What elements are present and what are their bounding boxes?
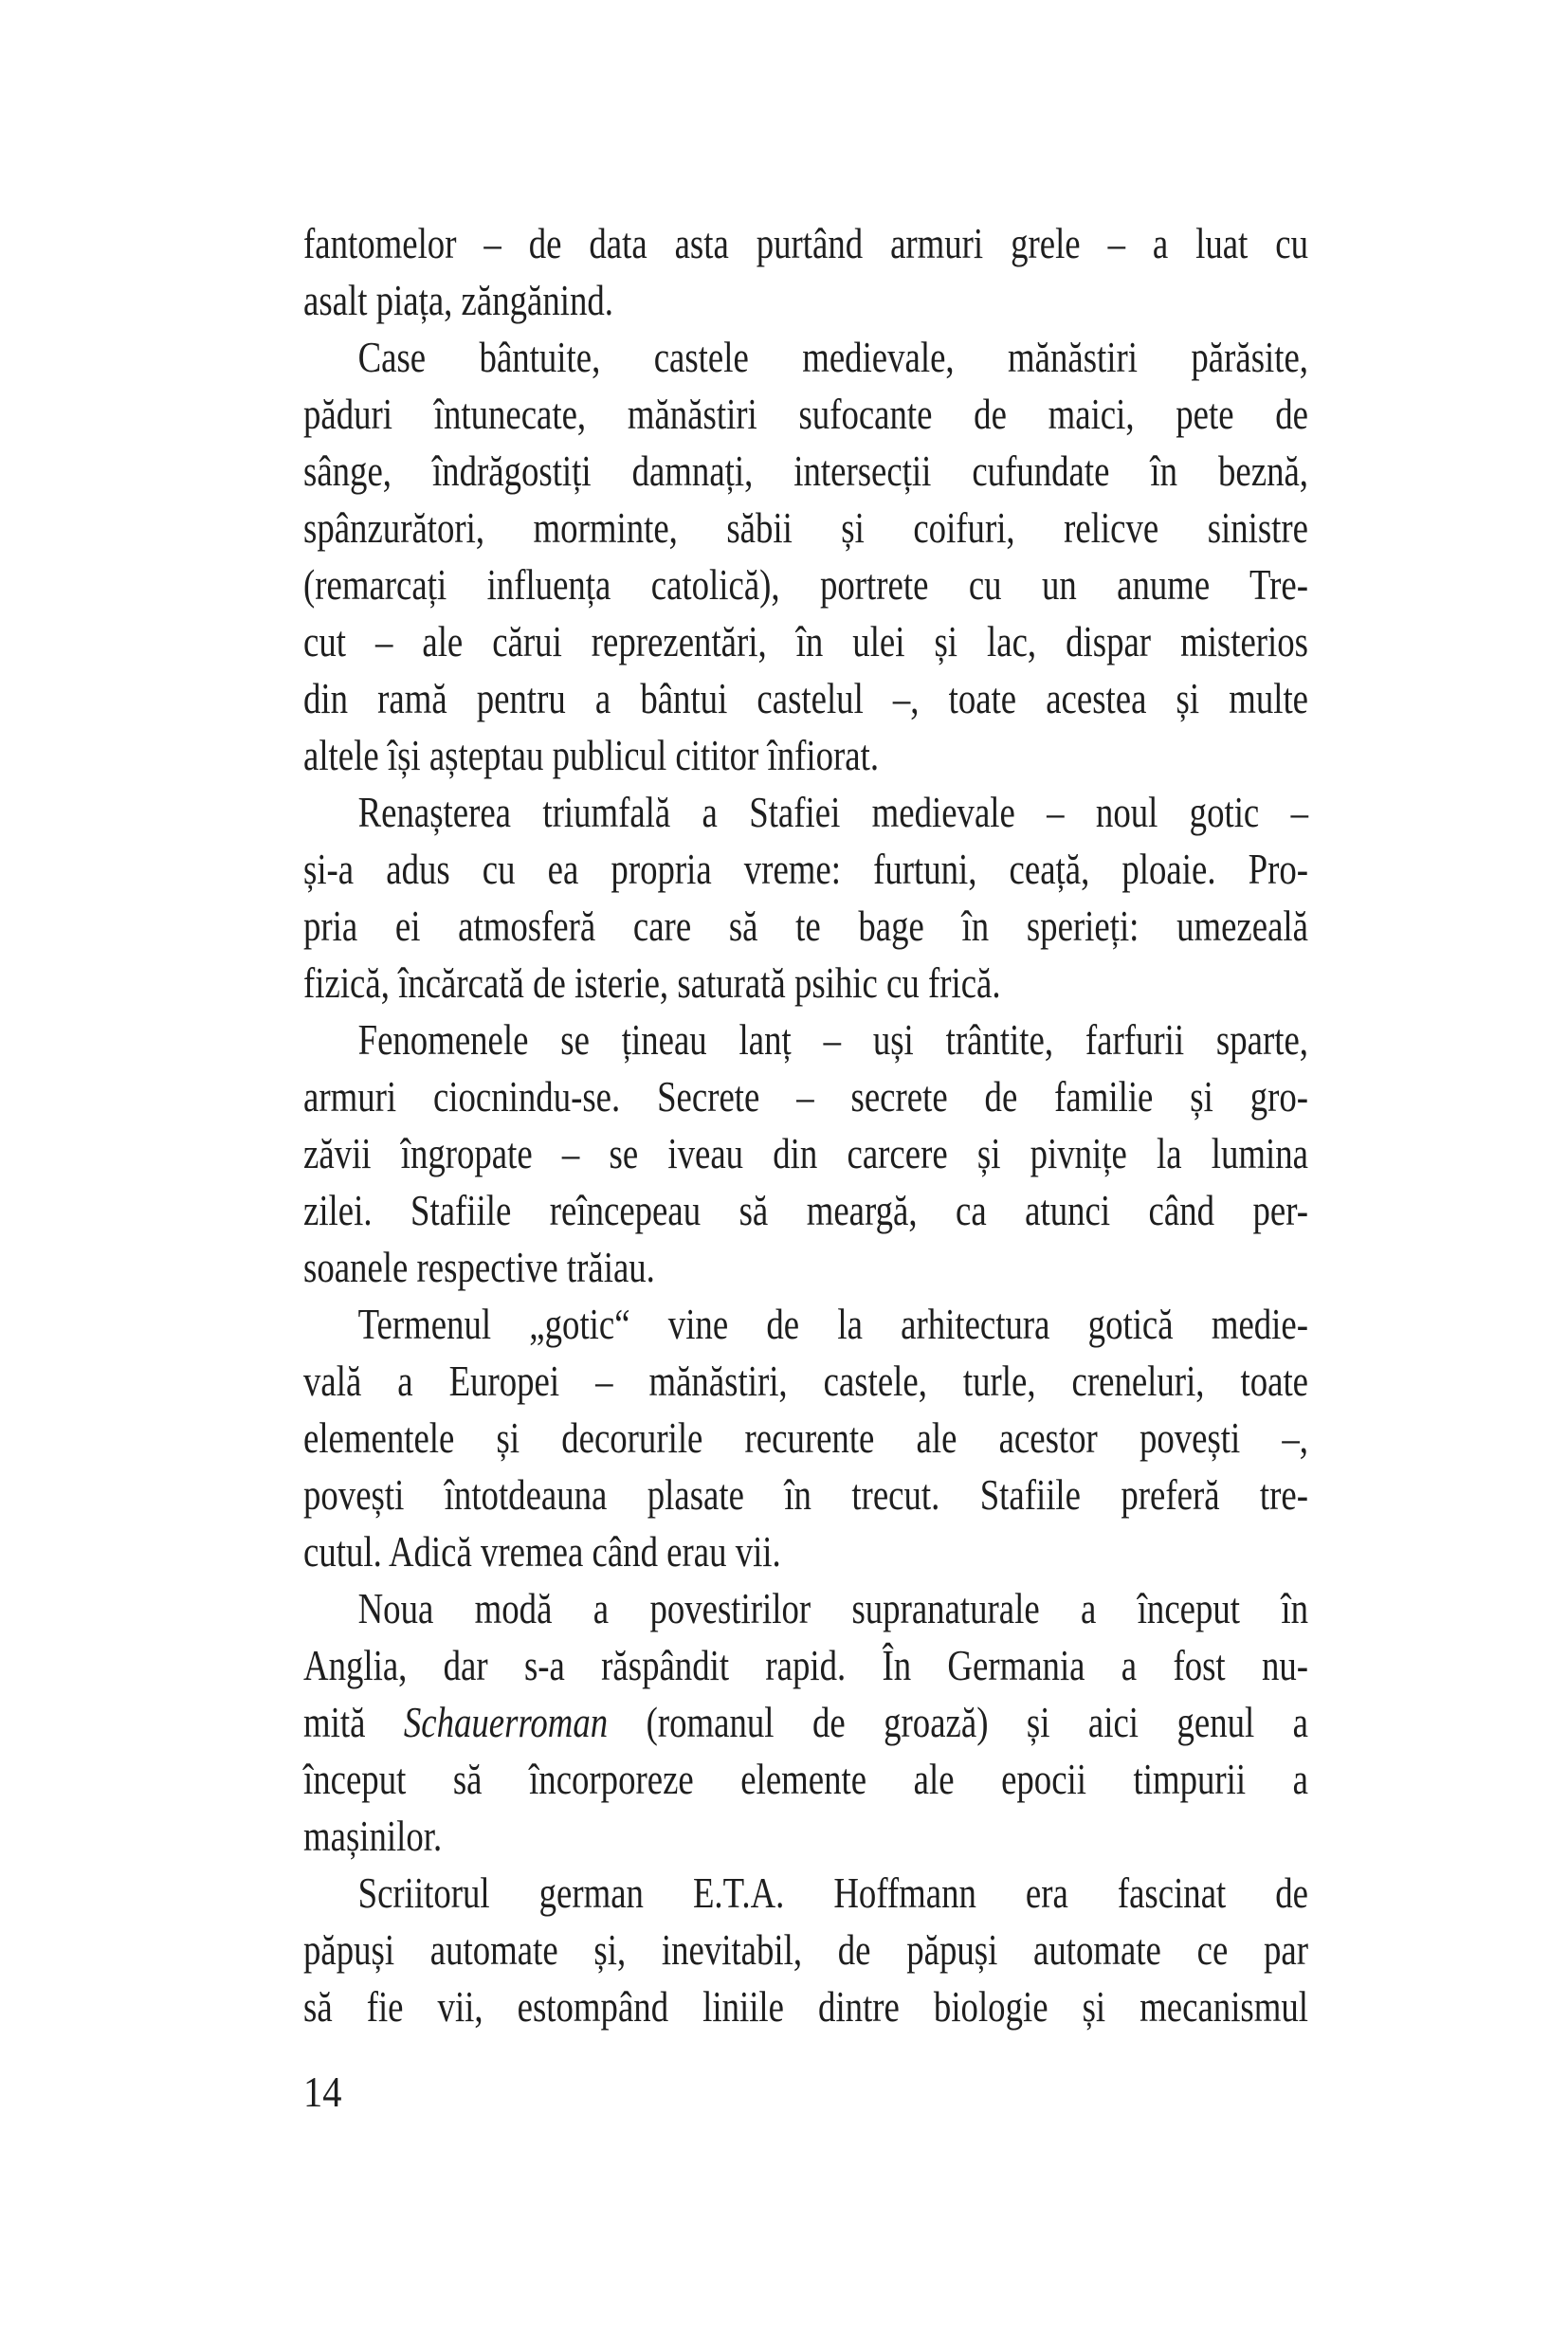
text-segment: asalt piața, zăngănind. (303, 276, 613, 324)
text-line (303, 1694, 1308, 1751)
text-line (303, 272, 1308, 329)
text-line (303, 215, 1308, 272)
text-segment: Anglia, dar s-a răspândit rapid. În Germania a fost nu- (303, 1641, 1308, 1689)
text-line (303, 727, 1308, 784)
text-line (303, 1865, 1308, 1922)
text-segment: mașinilor. (303, 1812, 443, 1860)
text-segment: soanele respective trăiau. (303, 1243, 655, 1291)
text-segment: cutul. Adică vremea când erau vii. (303, 1527, 781, 1576)
text-line (303, 443, 1308, 500)
text-line (303, 784, 1308, 841)
text-segment: să fie vii, estompând liniile dintre biologie și mecanismul (303, 1982, 1308, 2031)
text-line (303, 1239, 1308, 1296)
text-segment: zăvii îngropate – se iveau din carcere și pivnițe la lumina (303, 1129, 1308, 1177)
text-segment: fantomelor – de data asta purtând armuri grele – a luat cu (303, 219, 1308, 267)
text-line (303, 1637, 1308, 1694)
text-segment: pria ei atmosferă care să te bage în sperieți: umezeală (303, 902, 1308, 950)
text-line (303, 1523, 1308, 1580)
text-segment: vală a Europei – mănăstiri, castele, turle, creneluri, toate (303, 1357, 1308, 1405)
text-segment: Renașterea triumfală a Stafiei medievale – noul gotic – (357, 788, 1309, 836)
text-segment: cut – ale cărui reprezentări, în ulei și lac, dispar misterios (303, 617, 1308, 665)
text-segment: fizică, încărcată de isterie, saturată psihic cu frică. (303, 958, 1001, 1007)
text-segment: (romanul de groază) și aici genul a (608, 1698, 1309, 1746)
text-line (303, 1011, 1308, 1068)
text-segment: păduri întunecate, mănăstiri sufocante de maici, pete de (303, 390, 1308, 438)
text-segment: spânzurători, morminte, săbii și coifuri, relicve sinistre (303, 503, 1308, 552)
text-line (303, 613, 1308, 670)
text-line (303, 556, 1308, 613)
text-segment: mită (303, 1698, 404, 1746)
text-block (303, 215, 1308, 2035)
text-segment: păpuși automate și, inevitabil, de păpuși automate ce par (303, 1925, 1308, 1974)
text-segment: sânge, îndrăgostiți damnați, intersecții cufundate în beznă, (303, 447, 1308, 495)
text-segment: (remarcați influența catolică), portrete cu un anume Tre- (303, 560, 1308, 609)
text-line (303, 1580, 1308, 1637)
text-line (303, 1467, 1308, 1523)
text-line (303, 841, 1308, 898)
text-line (303, 329, 1308, 386)
text-segment: început să încorporeze elemente ale epocii timpurii a (303, 1755, 1308, 1803)
text-line (303, 1068, 1308, 1125)
text-segment: Fenomenele se țineau lanț – uși trântite, farfurii sparte, (357, 1015, 1309, 1064)
text-line (303, 1410, 1308, 1467)
text-line (303, 1182, 1308, 1239)
text-segment: altele își așteptau publicul cititor înfiorat. (303, 731, 880, 779)
text-segment: zilei. Stafiile reîncepeau să meargă, ca atunci când per- (303, 1186, 1308, 1234)
text-segment: armuri ciocnindu-se. Secrete – secrete de familie și gro- (303, 1072, 1308, 1121)
text-segment: Termenul „gotic“ vine de la arhitectura gotică medie- (357, 1300, 1309, 1348)
text-segment: Case bântuite, castele medievale, mănăstiri părăsite, (357, 333, 1309, 381)
text-segment: Noua modă a povestirilor supranaturale a început în (357, 1584, 1309, 1632)
italic-text: Schauerroman (403, 1698, 609, 1746)
text-line (303, 1978, 1308, 2035)
text-line (303, 386, 1308, 443)
text-line (303, 898, 1308, 955)
text-segment: și-a adus cu ea propria vreme: furtuni, ceață, ploaie. Pro- (303, 845, 1308, 893)
text-line (303, 1125, 1308, 1182)
text-segment: elementele și decorurile recurente ale acestor povești –, (303, 1413, 1308, 1462)
text-line (303, 1808, 1308, 1865)
text-line (303, 500, 1308, 556)
text-line (303, 1296, 1308, 1353)
text-segment: din ramă pentru a bântui castelul –, toate acestea și multe (303, 674, 1308, 722)
page-number: 14 (303, 2068, 342, 2116)
text-segment: povești întotdeauna plasate în trecut. Stafiile preferă tre- (303, 1470, 1308, 1519)
text-line (303, 1353, 1308, 1410)
text-line (303, 955, 1308, 1011)
text-segment: Scriitorul german E.T.A. Hoffmann era fascinat de (357, 1868, 1309, 1917)
text-line (303, 670, 1308, 727)
text-line (303, 1751, 1308, 1808)
text-line (303, 1922, 1308, 1978)
